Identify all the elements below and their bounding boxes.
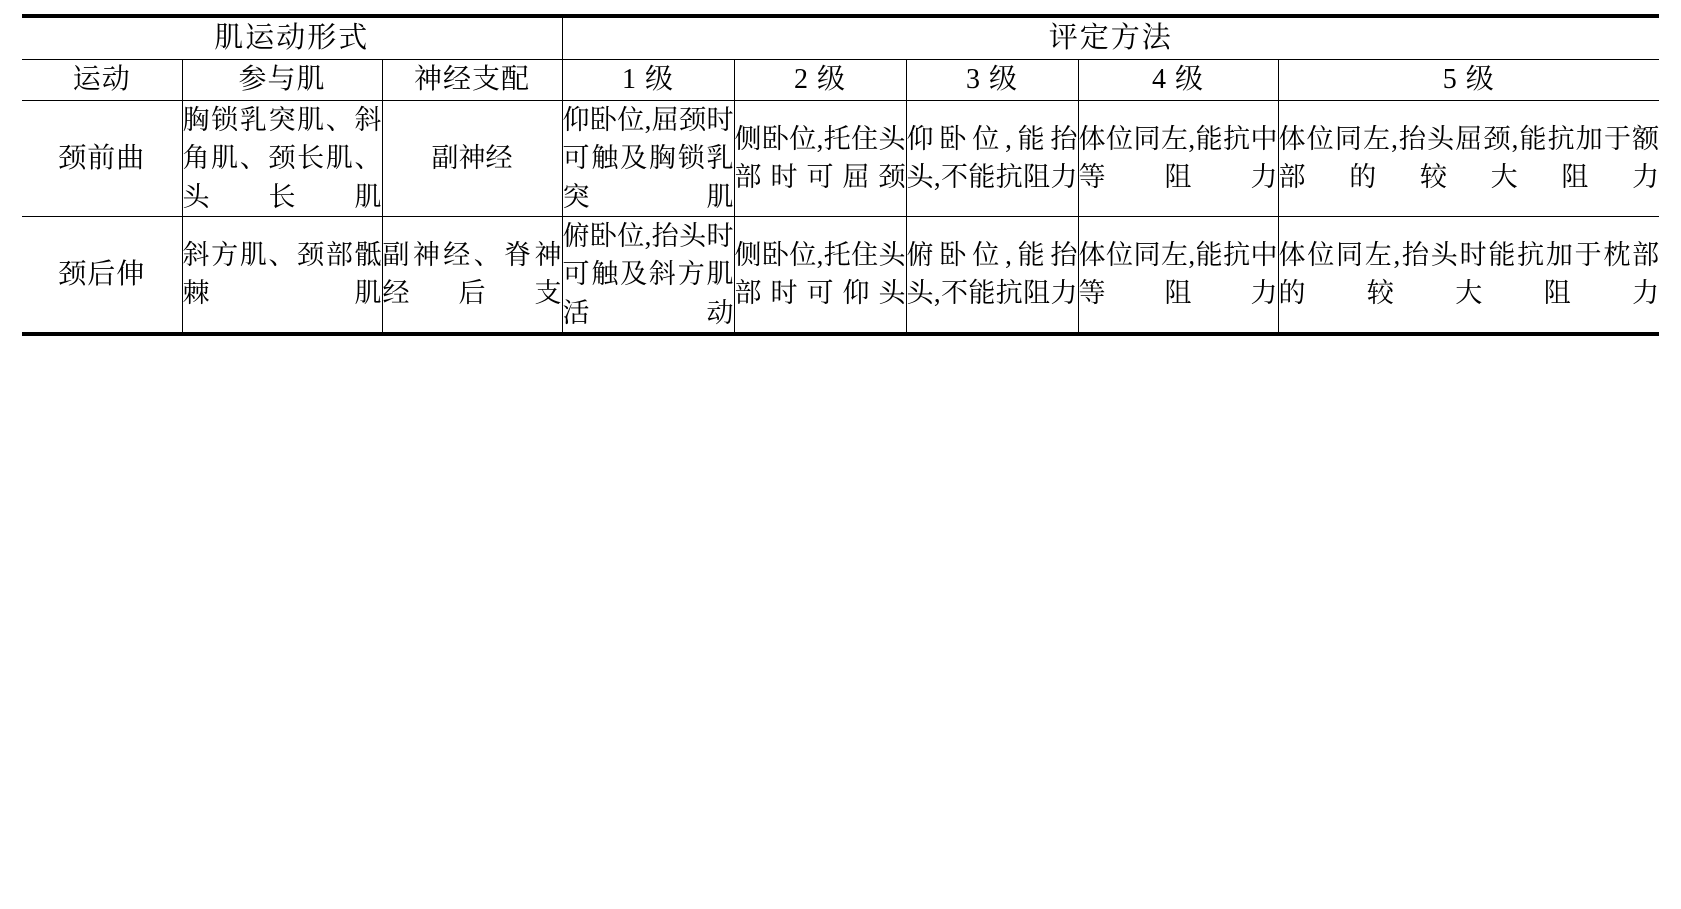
cell-grade-3: 仰卧位,能抬头,不能抗阻力 bbox=[906, 100, 1078, 216]
muscle-testing-table bbox=[22, 14, 1659, 336]
column-header-muscles: 参与肌 bbox=[182, 60, 382, 101]
cell-grade-1: 仰卧位,屈颈时可触及胸锁乳突肌 bbox=[562, 100, 734, 216]
cell-nerve: 副神经、脊神经后支 bbox=[382, 216, 562, 333]
table-column-header-row bbox=[22, 60, 1659, 101]
cell-movement: 颈后伸 bbox=[22, 216, 182, 333]
cell-grade-2: 侧卧位,托住头部时可屈颈 bbox=[734, 100, 906, 216]
cell-muscles: 斜方肌、颈部骶棘肌 bbox=[182, 216, 382, 333]
cell-grade-2: 侧卧位,托住头部时可仰头 bbox=[734, 216, 906, 333]
group-header-assessment-method: 评定方法 bbox=[562, 16, 1659, 60]
column-header-grade-5: 5 级 bbox=[1278, 60, 1659, 101]
cell-nerve: 副神经 bbox=[382, 100, 562, 216]
column-header-grade-1: 1 级 bbox=[562, 60, 734, 101]
cell-movement: 颈前曲 bbox=[22, 100, 182, 216]
column-header-grade-3: 3 级 bbox=[906, 60, 1078, 101]
group-header-movement-form: 肌运动形式 bbox=[22, 16, 562, 60]
column-header-movement: 运动 bbox=[22, 60, 182, 101]
cell-grade-3: 俯卧位,能抬头,不能抗阻力 bbox=[906, 216, 1078, 333]
column-header-grade-2: 2 级 bbox=[734, 60, 906, 101]
column-header-nerve: 神经支配 bbox=[382, 60, 562, 101]
cell-grade-5: 体位同左,抬头时能抗加于枕部的较大阻力 bbox=[1278, 216, 1659, 333]
cell-grade-4: 体位同左,能抗中等阻力 bbox=[1078, 100, 1278, 216]
cell-grade-4: 体位同左,能抗中等阻力 bbox=[1078, 216, 1278, 333]
column-header-grade-4: 4 级 bbox=[1078, 60, 1278, 101]
table-row bbox=[22, 216, 1659, 333]
cell-muscles: 胸锁乳突肌、斜角肌、颈长肌、头长肌 bbox=[182, 100, 382, 216]
table-row bbox=[22, 100, 1659, 216]
cell-grade-1: 俯卧位,抬头时可触及斜方肌活动 bbox=[562, 216, 734, 333]
table-group-header-row bbox=[22, 16, 1659, 60]
cell-grade-5: 体位同左,抬头屈颈,能抗加于额部的较大阻力 bbox=[1278, 100, 1659, 216]
